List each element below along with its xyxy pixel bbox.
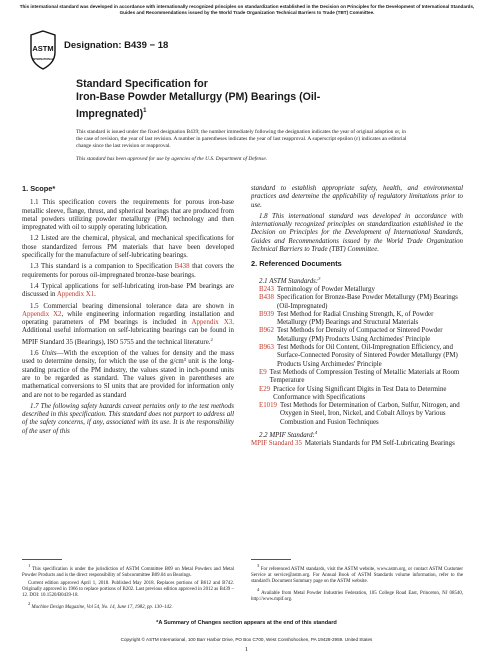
reference-item	[251, 286, 463, 294]
footnote-2: $^2$ Machine Design Magazine, Vol 54, No. 14, June 17, 1982, pp. 130–142.	[28, 601, 173, 611]
footnote-1-edition: Current edition approved April 1, 2018. Published May 2018. Replaces portions of B612 and B742. Originally approved in 1966 to replace portions of B202. Last previous edition approved in 2012 as B439 – 12. DOI: 10.1520/B0439-18.	[22, 581, 234, 599]
section-heading-referenced-documents: 2. Referenced Documents	[251, 259, 342, 269]
reference-code-link[interactable]: B243	[259, 285, 274, 293]
reference-code-link[interactable]: E1019	[259, 402, 277, 410]
reference-code-link[interactable]: B438	[259, 294, 274, 302]
paragraph-1-1: 1.1 This specification covers the requirements for porous iron-base metallic sleeve, flange, thrust, and spherical bearings that are produced from metal powders utilizing powder metallurgy (PM) technology and then impregnated with oil to supply operating lubrication.	[22, 199, 234, 232]
footnote-ref-4[interactable]: 4	[314, 430, 318, 436]
logo-text: ASTM	[32, 44, 54, 53]
reference-title: Specification for Bronze-Base Powder Metallurgy (PM) Bearings (Oil-Impregnated)	[276, 294, 458, 310]
designation: Designation: B439 − 18	[64, 40, 169, 51]
reference-title: Test Methods for Density of Compacted or Sintered Powder Metallurgy (PM) Products Using Archimedes' Principle	[276, 327, 443, 343]
reference-item	[251, 369, 463, 386]
footnote-4: $^4$ Available from Metal Powder Industries Federation, 105 College Road East, Princeton, NJ 08540, http://www.mpif.org.	[251, 587, 464, 603]
reference-title: Materials Standards for PM Self-Lubricating Bearings	[304, 440, 455, 448]
page-number: 1	[244, 646, 249, 653]
paragraph-1-2: 1.2 Listed are the chemical, physical, and mechanical specifications for those standardized ferrous PM materials that have been developed specifically for the manufacture of self-lubricating bearings.	[22, 235, 234, 260]
subsection-2-2: 2.2 MPIF Standard:$^4$	[259, 430, 318, 440]
paragraph-1-6: 1.6 Units—With the exception of the values for density and the mass used to determine density, for which the use of the g/cm³ unit is the long-standing practice of the PM industry, the values stated in inch-pound units are to be regarded as standard. The values given in parentheses are mathematical conversions to SI units that are provided for information only and are not to be regarded as standard	[22, 350, 235, 399]
designation-note: This standard is issued under the fixed designation B439; the number immediately following the designation indicates the year of original adoption or, in the case of revision, the year of last revision. A number in parentheses indicates the year of last reapproval. A superscript epsilon (ε) indicates an editorial change since the last revision or reapproval.	[76, 129, 407, 150]
paragraph-1-4: 1.4 Typical applications for self-lubricating iron-base PM bearings are discussed in Appendix X1.	[22, 282, 234, 299]
footnote-ref-3[interactable]: 3	[318, 275, 321, 281]
paragraph-1-7-continued: standard to establish appropriate safety, health, and environmental practices and determine the applicability of regulatory limitations prior to use.	[251, 185, 463, 209]
footnote-1: $^1$ This specification is under the jurisdiction of ASTM Committee B09 on Metal Powders and Metal Powder Products and is the direct responsibility of Subcommittee B09.04 on Bearings.	[22, 563, 234, 579]
reference-item	[251, 402, 463, 427]
right-column	[251, 185, 463, 449]
document-title	[76, 78, 406, 121]
reference-item	[251, 294, 463, 311]
top-notice: This international standard was developed in accordance with internationally recognized principles on standardization established in the Decision on Principles for the Development of International Standards, Guides and Recommendations issued by the World Trade Organization Technical Barriers to Trade (TBT) Committee.	[19, 4, 475, 15]
footnote-rule-left	[22, 559, 62, 560]
reference-item-mpif-35	[251, 440, 463, 448]
footnotes-right	[251, 563, 463, 605]
reference-list	[251, 286, 463, 427]
paragraph-1-7: 1.7 The following safety hazards caveat pertains only to the test methods described in this specification. This standard does not purport to address all of the safety concerns, if any, associated with its use. It is the responsibility of the user of this	[22, 402, 234, 435]
footnote-ref-2[interactable]: 2	[210, 336, 213, 342]
reference-item	[251, 311, 463, 328]
astm-logo	[28, 30, 58, 70]
link-appendix-x2[interactable]: Appendix X2	[22, 310, 62, 318]
reference-title: Terminology of Powder Metallurgy	[276, 285, 375, 293]
reference-title: Practice for Using Significant Digits in Test Data to Determine Conformance with Specifications	[273, 385, 447, 401]
paragraph-1-3: 1.3 This standard is a companion to Specification B438 that covers the requirements for porous oil-impregnated bronze-base bearings.	[22, 263, 235, 279]
copyright-line: Copyright © ASTM International, 100 Barr Harbor Drive, PO Box C700, West Conshohocken, PA 19428-2959. United States	[120, 637, 373, 642]
reference-item	[251, 386, 463, 403]
reference-title: Test Methods of Compression Testing of Metallic Materials at Room Temperature	[269, 368, 460, 385]
reference-title: Test Method for Radial Crushing Strength, K, of Powder Metallurgy (PM) Bearings and Structural Materials	[276, 310, 434, 327]
paragraph-1-5: 1.5 Commercial bearing dimensional tolerance data are shown in Appendix X2, while engineering information regarding installation and operating parameters of PM bearings is included in Appendix X3. Additional useful information on self-lubricating bearings can be found in MPIF Standard 35 (Bearings), ISO 5755 and the technical literature.$^2$	[22, 302, 234, 346]
reference-title: Test Methods for Determination of Carbon, Sulfur, Nitrogen, and Oxygen in Steel, Iron, Nickel, and Cobalt Alloys by Various Combustion and Fusion Techniques	[280, 402, 460, 426]
reference-code-link[interactable]: E9	[259, 368, 267, 376]
reference-title: Test Methods for Oil Content, Oil-Impregnation Efficiency, and Surface-Connected Porosity of Sintered Powder Metallurgy (PM) Products Using Archimedes' Principle	[276, 344, 458, 368]
reference-item	[251, 344, 463, 369]
reference-item	[251, 327, 463, 344]
summary-of-changes-note: *A Summary of Changes section appears at the end of this standard	[156, 620, 337, 626]
footnote-rule-right	[251, 559, 291, 560]
title-line-3: Impregnated)	[76, 107, 144, 120]
title-line-1: Standard Specification for	[76, 78, 208, 90]
paragraph-1-8: 1.8 This international standard was developed in accordance with internationally recognized principles on standardization established in the Decision on Principles for the Development of International Standards, Guides and Recommendations issued by the World Trade Organization Technical Barriers to Trade (TBT) Committee.	[251, 212, 463, 254]
title-footnote-ref[interactable]: 1	[143, 107, 147, 114]
reference-code-link[interactable]: B939	[259, 310, 274, 318]
link-appendix-x3[interactable]: Appendix X3	[191, 319, 233, 327]
link-b438[interactable]: B438	[174, 263, 190, 271]
footnotes-left	[22, 563, 234, 614]
reference-code-link[interactable]: E29	[259, 385, 271, 393]
reference-code-link[interactable]: B962	[259, 327, 274, 335]
dod-approval-note: This standard has been approved for use by agencies of the U.S. Department of Defense.	[76, 155, 268, 162]
reference-code-link[interactable]: MPIF Standard 35	[251, 440, 302, 448]
link-appendix-x1[interactable]: Appendix X1	[56, 291, 95, 299]
section-heading-scope: 1. Scope*	[22, 184, 56, 193]
title-line-2: Iron-Base Powder Metallurgy (PM) Bearings (Oil-	[76, 91, 321, 104]
left-column	[22, 185, 234, 439]
standard-notes	[76, 129, 408, 168]
subsection-2-1: 2.1 ASTM Standards:$^3$	[259, 275, 321, 285]
logo-subtext: INTERNATIONAL	[32, 58, 54, 61]
footnote-3: $^3$ For referenced ASTM standards, visit the ASTM website, www.astm.org, or contact ASTM Customer Service at service@astm.org. For Annual Book of ASTM Standards volume information, refer to the standard's Document Summary page on the ASTM website.	[251, 563, 463, 585]
reference-code-link[interactable]: B963	[259, 344, 274, 352]
